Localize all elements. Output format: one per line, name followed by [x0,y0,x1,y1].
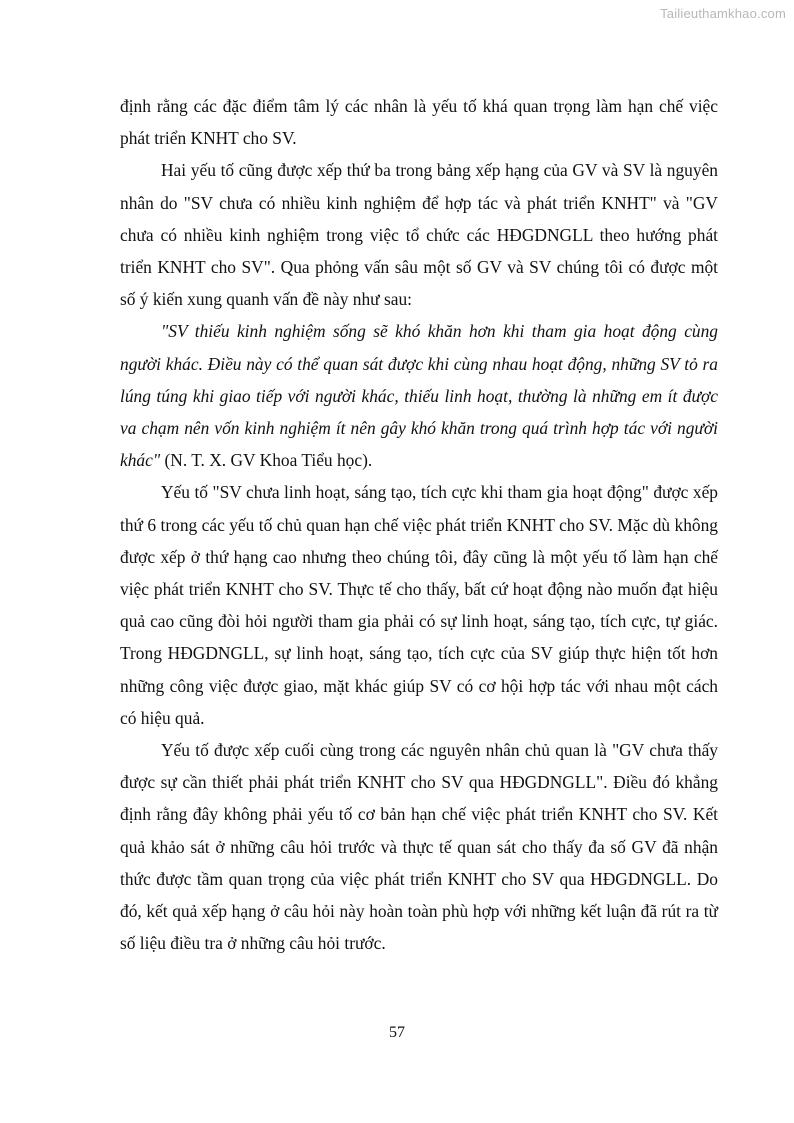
document-body [120,90,718,959]
page-number: 57 [389,1024,405,1041]
interview-quote: "SV thiếu kinh nghiệm sống sẽ khó khăn hơn khi tham gia hoạt động cùng người khác. Điều này có thể quan sát được khi cùng nhau hoạt động, những SV tỏ ra lúng túng khi giao tiếp với người khác, thiếu linh hoạt, thường là những em ít được va chạm nên vốn kinh nghiệm ít nên gây khó khăn trong quá trình hợp tác với người khác" [120,321,718,471]
paragraph-1: định rằng các đặc điểm tâm lý các nhân là yếu tố khá quan trọng làm hạn chế việc phát triển KNHT cho SV. [120,96,718,149]
watermark: Tailieuthamkhao.com [660,6,786,21]
paragraph-2: Hai yếu tố cũng được xếp thứ ba trong bảng xếp hạng của GV và SV là nguyên nhân do "SV chưa có nhiều kinh nghiệm để hợp tác và phát triển KNHT" và "GV chưa có nhiều kinh nghiệm trong việc tổ chức các HĐGDNGLL theo hướng phát triển KNHT cho SV". Qua phỏng vấn sâu một số GV và SV chúng tôi có được một số ý kiến xung quanh vấn đề này như sau: [120,160,718,310]
paragraph-5: Yếu tố được xếp cuối cùng trong các nguyên nhân chủ quan là "GV chưa thấy được sự cần thiết phải phát triển KNHT cho SV qua HĐGDNGLL". Điều đó khẳng định rằng đây không phải yếu tố cơ bản hạn chế việc phát triển KNHT cho SV. Kết quả khảo sát ở những câu hỏi trước và thực tế quan sát cho thấy đa số GV đã nhận thức được tầm quan trọng của việc phát triển KNHT cho SV qua HĐGDNGLL. Do đó, kết quả xếp hạng ở câu hỏi này hoàn toàn phù hợp với những kết luận đã rút ra từ số liệu điều tra ở những câu hỏi trước. [120,740,718,954]
paragraph-4: Yếu tố "SV chưa linh hoạt, sáng tạo, tích cực khi tham gia hoạt động" được xếp thứ 6 trong các yếu tố chủ quan hạn chế việc phát triển KNHT cho SV. Mặc dù không được xếp ở thứ hạng cao nhưng theo chúng tôi, đây cũng là một yếu tố làm hạn chế việc phát triển KNHT cho SV. Thực tế cho thấy, bất cứ hoạt động nào muốn đạt hiệu quả cao cũng đòi hỏi người tham gia phải có sự linh hoạt, sáng tạo, tích cực, tự giác. Trong HĐGDNGLL, sự linh hoạt, sáng tạo, tích cực của SV giúp thực hiện tốt hơn những công việc được giao, mặt khác giúp SV có cơ hội hợp tác với nhau một cách có hiệu quả. [120,482,718,728]
paragraph-3-quote [120,315,718,476]
quote-source: (N. T. X. GV Khoa Tiểu học). [160,450,373,471]
